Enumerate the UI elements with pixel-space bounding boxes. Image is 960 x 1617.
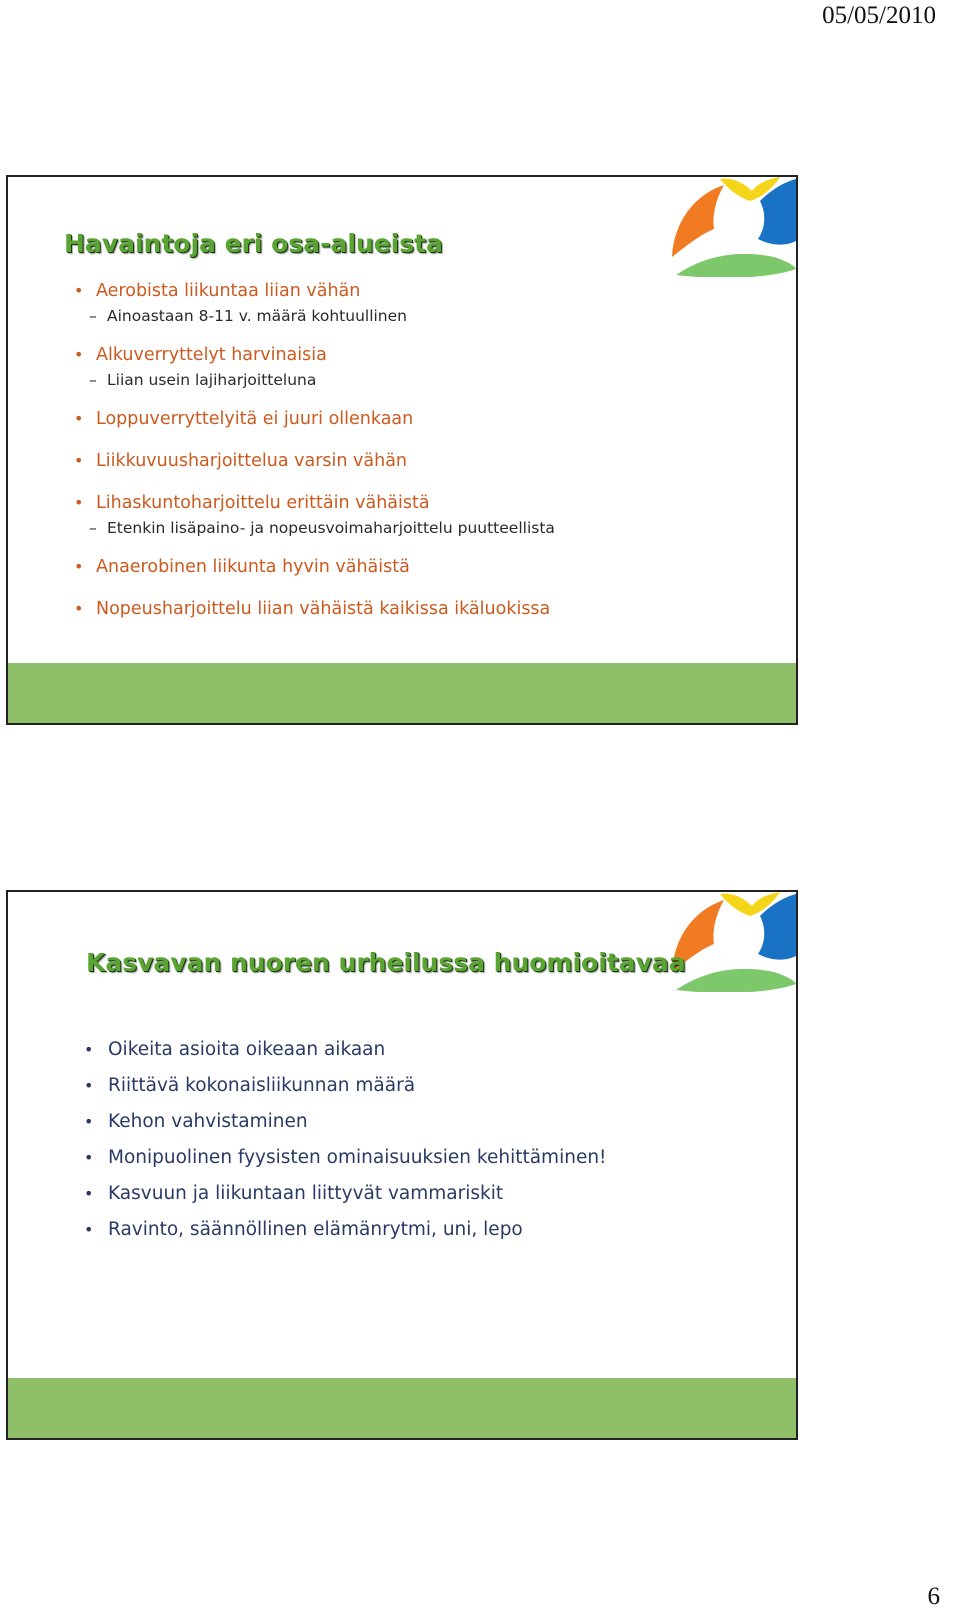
sub-bullet-list (74, 369, 774, 391)
bullet-text: • Alkuverryttelyt harvinaisia (74, 341, 774, 369)
bullet-item (74, 447, 774, 475)
bullet-text: • Anaerobinen liikunta hyvin vähäistä (74, 553, 774, 581)
bullet-item (74, 489, 774, 539)
bullet-item: • Kasvuun ja liikuntaan liittyvät vammariskit (84, 1176, 784, 1212)
sub-bullet-item: – Etenkin lisäpaino- ja nopeusvoimaharjoittelu puutteellista (74, 517, 774, 539)
sports-logo (666, 177, 796, 277)
bullet-text: • Loppuverryttelyitä ei juuri ollenkaan (74, 405, 774, 433)
bullet-text: • Liikkuvuusharjoittelua varsin vähän (74, 447, 774, 475)
bullet-item: • Riittävä kokonaisliikunnan määrä (84, 1068, 784, 1104)
bullet-item: • Oikeita asioita oikeaan aikaan (84, 1032, 784, 1068)
slide-2 (6, 890, 798, 1440)
bullet-list (74, 277, 774, 637)
page-date: 05/05/2010 (822, 2, 936, 29)
bullet-item: • Ravinto, säännöllinen elämänrytmi, uni, lepo (84, 1212, 784, 1248)
bullet-text: • Aerobista liikuntaa liian vähän (74, 277, 774, 305)
sub-bullet-item: – Liian usein lajiharjoitteluna (74, 369, 774, 391)
bullet-item: • Kehon vahvistaminen (84, 1104, 784, 1140)
footer-band (8, 663, 796, 723)
page-number: 6 (927, 1583, 940, 1610)
bullet-item (74, 341, 774, 391)
sub-bullet-item: – Ainoastaan 8-11 v. määrä kohtuullinen (74, 305, 774, 327)
sub-bullet-list (74, 305, 774, 327)
bullet-text: • Nopeusharjoittelu liian vähäistä kaikissa ikäluokissa (74, 595, 774, 623)
bullet-item (74, 595, 774, 623)
bullet-text: • Lihaskuntoharjoittelu erittäin vähäistä (74, 489, 774, 517)
slide-title: Kasvavan nuoren urheilussa huomioitavaa (86, 948, 686, 977)
sports-logo (666, 892, 796, 992)
sub-bullet-list (74, 517, 774, 539)
bullet-item (74, 553, 774, 581)
footer-band (8, 1378, 796, 1438)
bullet-item: • Monipuolinen fyysisten ominaisuuksien kehittäminen! (84, 1140, 784, 1176)
bullet-item (74, 405, 774, 433)
slide-title: Havaintoja eri osa-alueista (64, 229, 443, 258)
bullet-list (84, 1032, 784, 1248)
slide-1 (6, 175, 798, 725)
bullet-item (74, 277, 774, 327)
